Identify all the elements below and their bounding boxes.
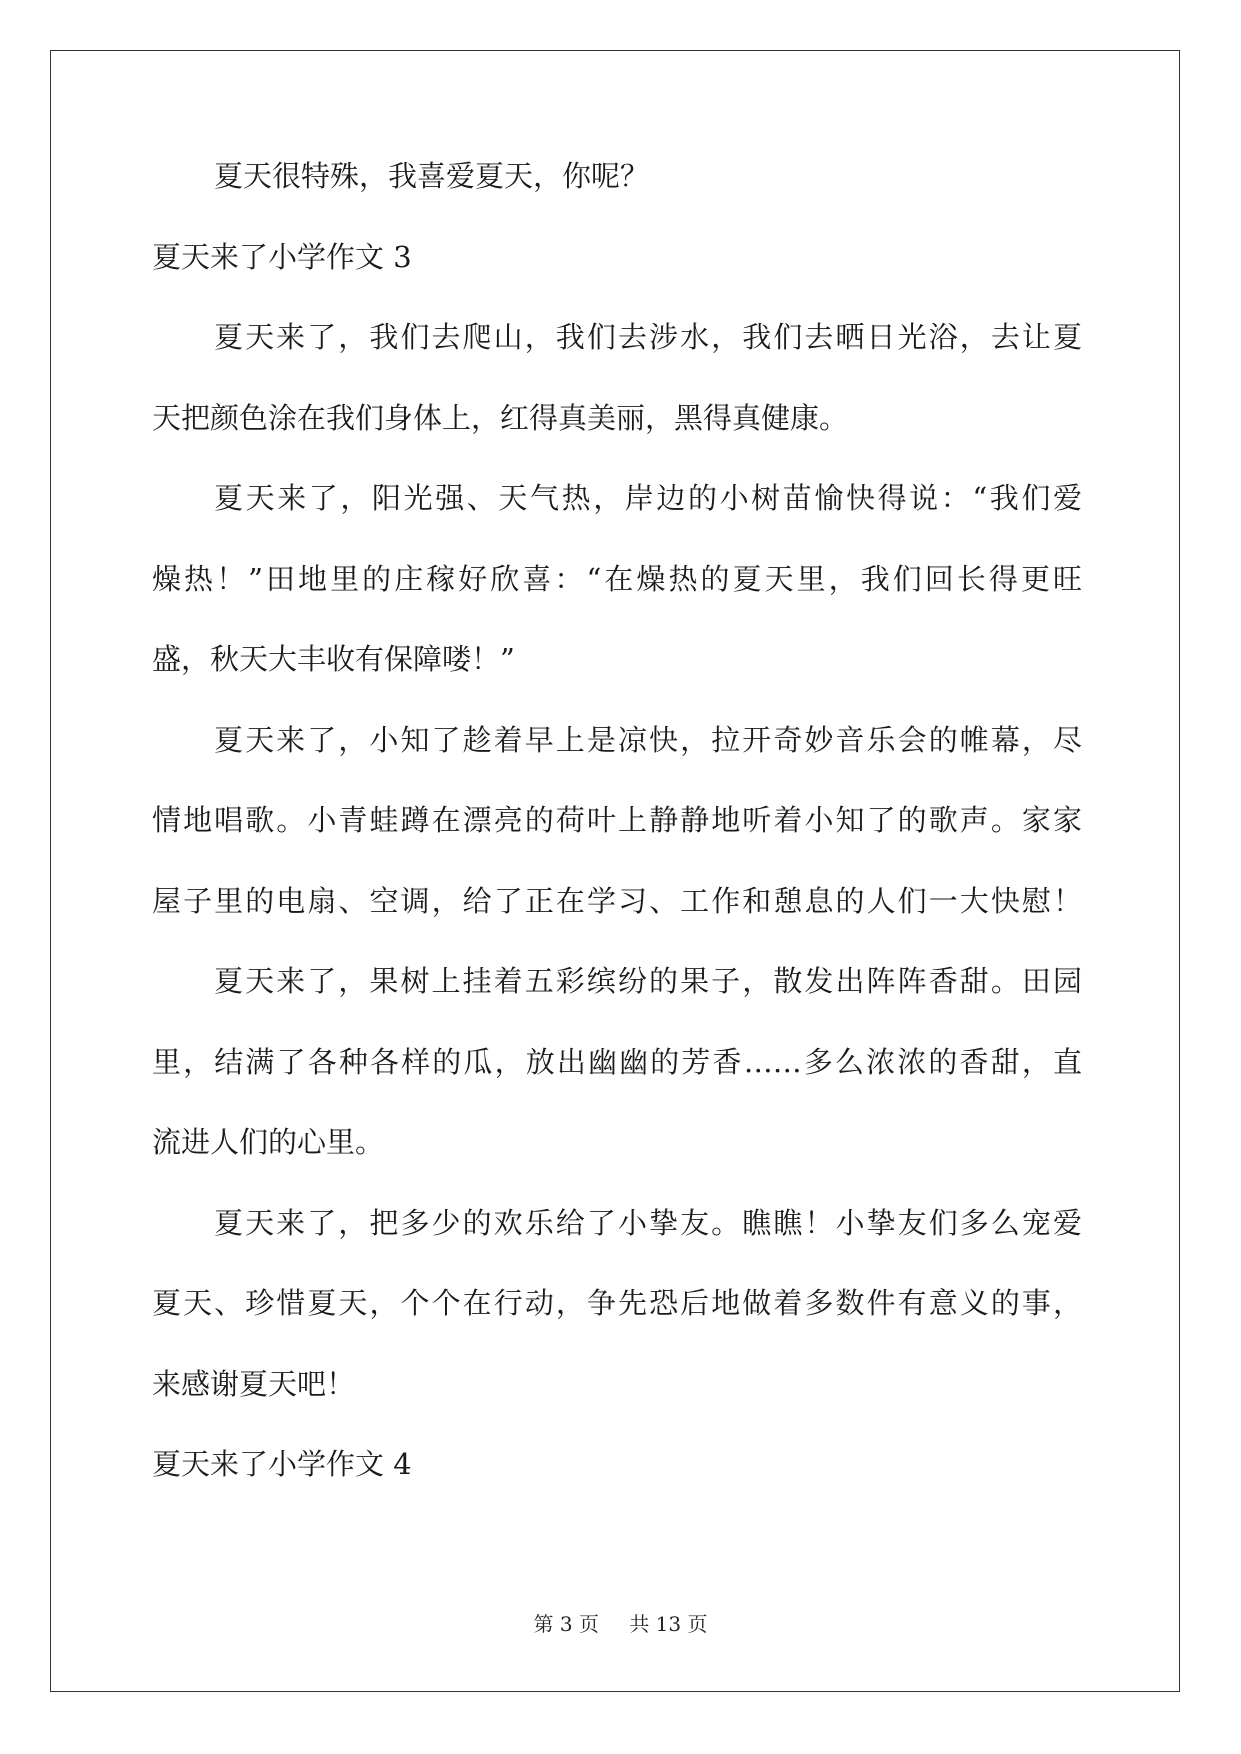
paragraph-line: 里，结满了各种各样的瓜，放出幽幽的芳香……多么浓浓的香甜，直 (152, 1044, 1082, 1079)
page-number: 第 3 页 (533, 1612, 599, 1636)
paragraph-line: 夏天很特殊，我喜爱夏天，你呢？ (214, 159, 650, 193)
page-footer (0, 1608, 1241, 1637)
paragraph-line: 来感谢夏天吧！ (152, 1366, 356, 1401)
section-heading: 夏天来了小学作文 3 (152, 239, 412, 274)
paragraph-line: 夏天来了，果树上挂着五彩缤纷的果子，散发出阵阵香甜。田园 (214, 964, 1082, 998)
paragraph-line: 燥热！”田地里的庄稼好欣喜：“在燥热的夏天里，我们回长得更旺 (152, 561, 1082, 596)
paragraph-line: 夏天来了，小知了趁着早上是凉快，拉开奇妙音乐会的帷幕，尽 (214, 722, 1082, 757)
document-body (152, 160, 1082, 1529)
paragraph-line: 夏天来了，我们去爬山，我们去涉水，我们去晒日光浴，去让夏 (214, 320, 1082, 354)
paragraph-line: 夏天来了，把多少的欢乐给了小挚友。瞧瞧！小挚友们多么宠爱 (214, 1205, 1082, 1240)
paragraph-line: 盛，秋天大丰收有保障喽！” (152, 642, 515, 676)
paragraph-line: 夏天、珍惜夏天，个个在行动，争先恐后地做着多数件有意义的事， (152, 1286, 1082, 1320)
paragraph-line: 天把颜色涂在我们身体上，红得真美丽，黑得真健康。 (152, 400, 849, 435)
section-heading: 夏天来了小学作文 4 (152, 1447, 412, 1481)
paragraph-line: 流进人们的心里。 (152, 1125, 385, 1159)
paragraph-line: 夏天来了，阳光强、天气热，岸边的小树苗愉快得说：“我们爱 (214, 481, 1082, 515)
paragraph-line: 屋子里的电扇、空调，给了正在学习、工作和憩息的人们一大快慰！ (152, 883, 1082, 918)
paragraph-line: 情地唱歌。小青蛙蹲在漂亮的荷叶上静静地听着小知了的歌声。家家 (152, 803, 1082, 837)
page-total: 共 13 页 (629, 1612, 708, 1636)
